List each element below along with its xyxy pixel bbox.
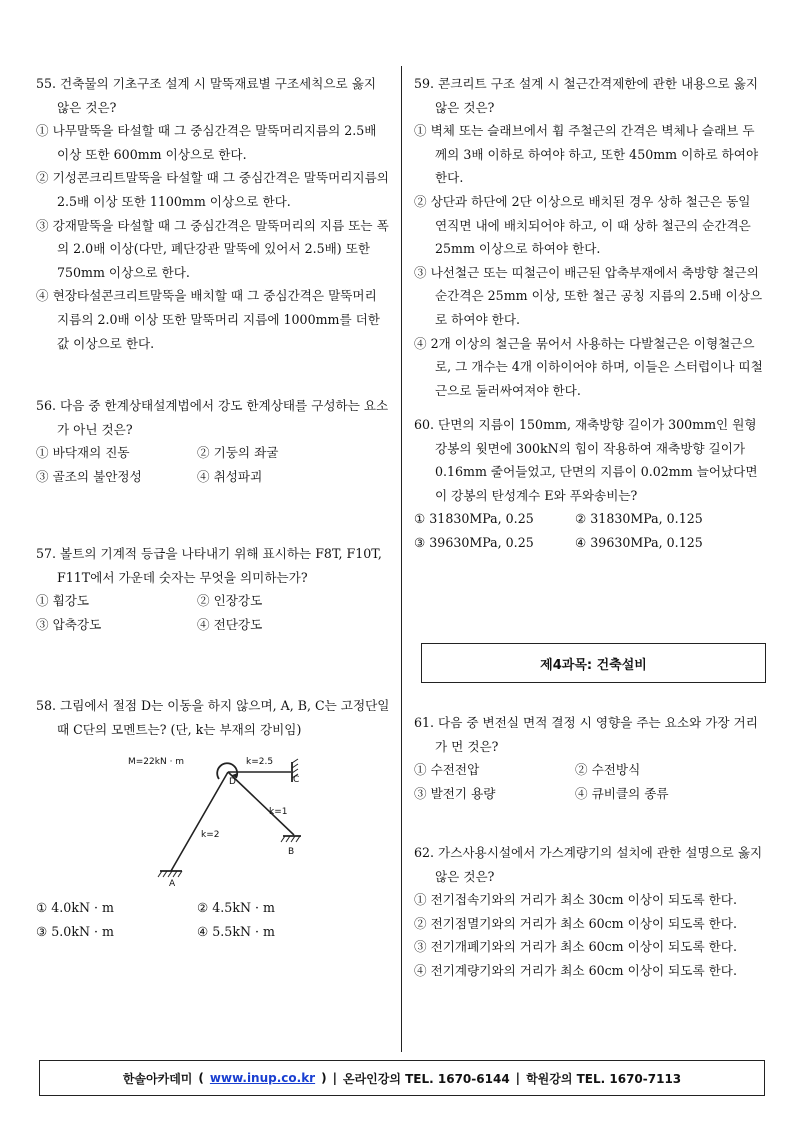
- question-59-text: 59. 콘크리트 구조 설계 시 철근간격제한에 관한 내용으로 옳지 않은 것은?: [414, 76, 759, 115]
- column-divider: [401, 66, 402, 1052]
- footer-website-link[interactable]: www.inup.co.kr: [209, 1071, 316, 1085]
- question-55: [36, 72, 392, 355]
- question-60-text: 60. 단면의 지름이 150mm, 재축방향 길이가 300mm인 원형 강봉의 윗면에 300kN의 힘이 작용하여 재축방향 길이가 0.16mm 줄어들었고, 단면의 지름이 0.02mm 늘어났다면 이 강봉의 탄성계수 E와 푸와송비는?: [414, 417, 758, 503]
- question-55-option-4: ④ 현장타설콘크리트말뚝을 배치할 때 그 중심간격은 말뚝머리 지름의 2.0배 이상 또한 말뚝머리 지름에 1000mm를 더한 값 이상으로 한다.: [36, 288, 380, 351]
- question-59: [414, 72, 766, 402]
- question-56-option-3: ③ 골조의 불안정성: [36, 468, 142, 484]
- question-61-option-1: ① 수전전압: [414, 762, 480, 778]
- footer-paren-close: ): [321, 1071, 327, 1085]
- question-62: [414, 841, 766, 983]
- question-57-text: 57. 볼트의 기계적 등급을 나타내기 위해 표시하는 F8T, F10T, F11T에서 가운데 숫자는 무엇을 의미하는가?: [36, 546, 382, 585]
- question-58-option-2: ② 4.5kN · m: [197, 900, 275, 916]
- question-55-text: 55. 건축물의 기초구조 설계 시 말뚝재료별 구조세칙으로 옳지 않은 것은?: [36, 76, 377, 115]
- question-60-option-2: ② 31830MPa, 0.125: [575, 511, 703, 527]
- question-58-option-4: ④ 5.5kN · m: [197, 923, 275, 939]
- question-58-text: 58. 그림에서 절점 D는 이동을 하지 않으며, A, B, C는 고정단일 때 C단의 모멘트는? (단, k는 부재의 강비임): [36, 698, 390, 737]
- question-57-option-4: ④ 전단강도: [197, 616, 263, 632]
- question-62-text: 62. 가스사용시설에서 가스계량기의 설치에 관한 설명으로 옳지 않은 것은?: [414, 845, 763, 884]
- question-60-option-4: ④ 39630MPa, 0.125: [575, 534, 703, 550]
- question-55-option-3: ③ 강재말뚝을 타설할 때 그 중심간격은 말뚝머리의 지름 또는 폭의 2.0배 이상(다만, 폐단강관 말뚝에 있어서 2.5배) 또한 750mm 이상으로 한다.: [36, 217, 389, 280]
- question-60-option-1: ① 31830MPa, 0.25: [414, 511, 534, 527]
- question-56-option-1: ① 바닥재의 진동: [36, 445, 130, 461]
- question-56-text: 56. 다음 중 한계상태설계법에서 강도 한계상태를 구성하는 요소가 아닌 것은?: [36, 398, 389, 437]
- question-57: [36, 542, 392, 636]
- footer-bar: [39, 1060, 765, 1096]
- question-58: [36, 694, 392, 943]
- question-56-option-2: ② 기둥의 좌굴: [197, 445, 279, 461]
- fixed-support-b-icon: [281, 836, 301, 842]
- node-b-label: B: [288, 847, 295, 858]
- frame-diagram-svg: [126, 747, 301, 892]
- question-60-options: [414, 507, 766, 554]
- member-db-label: k=1: [269, 807, 288, 818]
- member-da: [171, 772, 228, 871]
- question-58-option-1: ① 4.0kN · m: [36, 900, 114, 916]
- question-62-option-4: ④ 전기계량기와의 거리가 최소 60cm 이상이 되도록 한다.: [414, 962, 737, 978]
- node-c-label: C: [293, 775, 300, 786]
- section-title: 제4과목: 건축설비: [540, 657, 647, 673]
- question-57-option-3: ③ 압축강도: [36, 616, 102, 632]
- footer-online-tel: 온라인강의 TEL. 1670-6144: [342, 1071, 510, 1086]
- question-59-option-2: ② 상단과 하단에 2단 이상으로 배치된 경우 상하 철근은 동일 연직면 내에 배치되어야 하고, 이 때 상하 철근의 순간격은 25mm 이상으로 하여야 한다.: [414, 193, 751, 257]
- question-60-option-3: ③ 39630MPa, 0.25: [414, 534, 534, 550]
- footer-brand: 한솔아카데미: [122, 1071, 193, 1086]
- footer-offline-tel: 학원강의 TEL. 1670-7113: [526, 1071, 682, 1086]
- question-61-options: [414, 758, 766, 805]
- node-d-label: D: [229, 777, 236, 788]
- footer-separator: |: [515, 1071, 521, 1085]
- question-61-option-4: ④ 큐비클의 종류: [575, 785, 669, 801]
- question-55-option-1: ① 나무말뚝을 타설할 때 그 중심간격은 말뚝머리지름의 2.5배 이상 또한 600mm 이상으로 한다.: [36, 123, 377, 162]
- question-58-option-3: ③ 5.0kN · m: [36, 923, 114, 939]
- question-59-option-3: ③ 나선철근 또는 띠철근이 배근된 압축부재에서 축방향 철근의 순간격은 25mm 이상, 또한 철근 공칭 지름의 2.5배 이상으로 하여야 한다.: [414, 264, 763, 327]
- node-a-label: A: [169, 879, 176, 890]
- footer-paren-open: (: [198, 1071, 204, 1085]
- question-59-option-4: ④ 2개 이상의 철근을 묶어서 사용하는 다발철근은 이형철근으로, 그 개수는 4개 이하이어야 하며, 이들은 스터럽이나 띠철근으로 둘러싸여져야 한다.: [414, 335, 763, 398]
- member-da-label: k=2: [201, 830, 220, 841]
- question-61-option-3: ③ 발전기 용량: [414, 785, 496, 801]
- question-62-option-3: ③ 전기개폐기와의 거리가 최소 60cm 이상이 되도록 한다.: [414, 939, 737, 955]
- question-56-option-4: ④ 취성파괴: [197, 468, 263, 484]
- question-58-options: [36, 896, 392, 943]
- question-59-option-1: ① 벽체 또는 슬래브에서 휨 주철근의 간격은 벽체나 슬래브 두께의 3배 이하로 하여야 하고, 또한 450mm 이하로 하여야 한다.: [414, 123, 759, 186]
- question-61-text: 61. 다음 중 변전실 면적 결정 시 영향을 주는 요소와 가장 거리가 먼 것은?: [414, 715, 758, 754]
- question-56-options: [36, 441, 392, 488]
- question-61-option-2: ② 수전방식: [575, 762, 641, 778]
- frame-diagram: [126, 747, 301, 892]
- section-title-box: [421, 643, 766, 683]
- question-60: [414, 413, 766, 555]
- question-56: [36, 394, 392, 488]
- question-57-option-2: ② 인장강도: [197, 593, 263, 609]
- member-dc-label: k=2.5: [246, 757, 274, 768]
- member-db: [228, 772, 294, 835]
- footer-separator: |: [332, 1071, 337, 1085]
- question-57-option-1: ① 휨강도: [36, 593, 90, 609]
- question-55-option-2: ② 기성콘크리트말뚝을 타설할 때 그 중심간격은 말뚝머리지름의 2.5배 이상 또한 1100mm 이상으로 한다.: [36, 170, 389, 209]
- question-61: [414, 711, 766, 805]
- question-57-options: [36, 589, 392, 636]
- question-62-option-2: ② 전기점멸기와의 거리가 최소 60cm 이상이 되도록 한다.: [414, 915, 737, 931]
- fixed-support-a-icon: [158, 871, 182, 877]
- question-62-option-1: ① 전기접속기와의 거리가 최소 30cm 이상이 되도록 한다.: [414, 892, 737, 908]
- moment-label: M=22kN · m: [128, 757, 185, 768]
